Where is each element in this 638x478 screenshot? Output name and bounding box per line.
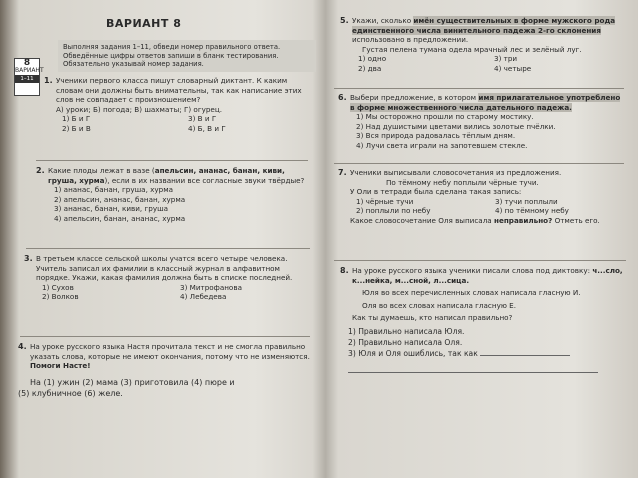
answer-option[interactable]: 1) Сухов: [42, 282, 74, 292]
question-4-number: 4.: [18, 342, 27, 351]
answer-option[interactable]: 1) одно: [358, 54, 387, 64]
answer-option[interactable]: 1) Мы осторожно прошли по старому мостику.: [356, 112, 534, 122]
answer-option[interactable]: 1) чёрные тучи: [356, 196, 414, 206]
question-7-sub: У Оли в тетради была сделана такая запись:: [350, 187, 522, 197]
question-8-ask: Как ты думаешь, кто написал правильно?: [352, 313, 513, 323]
answer-option[interactable]: 1) ананас, банан, груша, хурма: [54, 185, 174, 195]
question-3: [24, 254, 310, 302]
answer-option[interactable]: 2) Правильно написала Оля.: [348, 337, 463, 347]
question-8-text-a: На уроке русского языка ученики писали слова под диктовку:: [352, 266, 593, 275]
question-4-line1: На (1) ужин (2) мама (3) приготовила (4) пюре и: [30, 377, 235, 387]
answer-option[interactable]: 3) три: [494, 54, 518, 64]
answer-option[interactable]: 4) по тёмному небу: [495, 206, 569, 216]
variant-badge-range: 1–11: [15, 75, 39, 83]
divider: [26, 248, 310, 249]
answer-option[interactable]: 4) Б, В и Г: [188, 123, 226, 133]
question-5-text-a: Укажи, сколько: [352, 16, 414, 25]
question-8-p2: Оля во всех словах написала гласную Е.: [362, 300, 517, 310]
answer-option[interactable]: 3) Вся природа радовалась тёплым дням.: [356, 131, 516, 141]
answer-option-text: 3) Юля и Оля ошиблись, так как: [348, 348, 478, 358]
answer-option[interactable]: 2) апельсин, ананас, банан, хурма: [54, 194, 186, 204]
question-2: [36, 166, 308, 224]
answer-option[interactable]: 2) Волков: [42, 292, 79, 302]
variant-badge-number: 8: [23, 58, 31, 68]
variant-badge-label: ВАРИАНТ: [15, 67, 44, 74]
question-3-number: 3.: [24, 254, 33, 263]
variant-badge: [14, 58, 44, 96]
question-7-ask-a: Какое словосочетание Оля выписала: [350, 215, 494, 225]
variant-title: ВАРИАНТ 8: [106, 17, 182, 30]
answer-option[interactable]: 4) Лебедева: [180, 292, 227, 302]
answer-blank-line[interactable]: [480, 355, 570, 356]
divider: [20, 336, 310, 337]
right-page: [326, 0, 632, 478]
answer-option[interactable]: 3) В и Г: [188, 114, 217, 124]
question-8-p1: Юля во всех перечисленных словах написала гласную И.: [362, 288, 581, 298]
question-2-number: 2.: [36, 166, 45, 175]
divider: [334, 163, 624, 164]
answer-option[interactable]: [348, 348, 626, 359]
question-6-text: [350, 93, 624, 112]
question-6-number: 6.: [338, 93, 347, 102]
question-8-text: [352, 266, 626, 285]
answer-option[interactable]: 2) Над душистыми цветами вились золотые пчёлки.: [356, 121, 556, 131]
question-4-help: Помоги Насте!: [30, 361, 91, 371]
question-5-sentence: Густая пелена тумана одела мрачный лес и зелёный луг.: [362, 44, 582, 54]
question-6-text-a: Выбери предложение, в котором: [350, 93, 479, 102]
question-7-ask-c: Отметь его.: [552, 215, 600, 225]
question-2-text-c: ), если в их названии все согласные звуки твёрдые?: [104, 175, 305, 185]
question-4-text-a: На уроке русского языка Настя прочитала текст и не смогла правильно указать слова, которые не имеют окончания, потому что не изменяются.: [30, 342, 310, 361]
question-6: [338, 93, 624, 151]
answer-blank-line[interactable]: [348, 372, 598, 373]
answer-option[interactable]: 4) четыре: [494, 63, 532, 73]
left-page: [6, 0, 318, 478]
question-7-ask-bold: неправильно?: [494, 215, 553, 225]
answer-option[interactable]: 4) Лучи света играли на запотевшем стекле.: [356, 140, 528, 150]
question-4-text: [30, 342, 312, 371]
question-2-text-a: Какие плоды лежат в вазе (: [48, 166, 155, 175]
question-6-highlight: имя прилагательное употреблено в форме множественного числа дательного падежа.: [350, 93, 621, 112]
question-5-text: [352, 16, 622, 45]
question-1-letters: А) уроки; Б) погода; В) шахматы; Г) огурец.: [56, 104, 223, 114]
answer-option[interactable]: 3) ананас, банан, киви, груша: [54, 204, 169, 214]
question-1: [44, 76, 306, 134]
question-5-number: 5.: [340, 16, 349, 25]
question-7-sentence: По тёмному небу поплыли чёрные тучи.: [386, 177, 539, 187]
question-4: [18, 342, 312, 399]
divider: [36, 160, 308, 161]
divider: [334, 260, 626, 261]
divider: [334, 88, 624, 89]
question-7: [338, 168, 626, 226]
question-7-text: Ученики выписывали словосочетания из предложения.: [350, 168, 562, 177]
question-5-highlight: имён существительных в форме мужского рода единственного числа винительного падежа 2-го склонения: [352, 16, 616, 35]
question-1-number: 1.: [44, 76, 53, 85]
question-7-ask: [350, 216, 626, 226]
question-7-number: 7.: [338, 168, 347, 177]
question-8: [340, 266, 626, 376]
question-3-text: В третьем классе сельской школы учатся всего четыре человека. Учитель записал их фамилии в классный журнал в алфавитном порядке. Укажи, какая фамилия должна быть в списке последней.: [36, 254, 293, 283]
answer-option[interactable]: 2) поплыли по небу: [356, 206, 431, 216]
answer-option[interactable]: 1) Б и Г: [62, 114, 91, 124]
question-5-text-c: использовано в предложении.: [352, 35, 469, 45]
answer-option[interactable]: 1) Правильно написала Юля.: [348, 326, 465, 336]
question-2-text: [48, 166, 308, 185]
question-2-fruits: апельсин, ананас, банан, киви, груша, хурма: [48, 166, 285, 185]
question-5: [340, 16, 622, 74]
answer-option[interactable]: 3) тучи поплыли: [495, 196, 558, 206]
question-4-line2: (5) клубничное (6) желе.: [18, 388, 123, 398]
question-1-text: Ученики первого класса пишут словарный диктант. К каким словам они должны быть внимательны, так как написание этих слов не совпадает с произношением?: [56, 76, 302, 105]
question-8-words: ч...сло, к...нейка, м...сной, л...сица.: [352, 266, 623, 285]
answer-option[interactable]: 4) апельсин, банан, ананас, хурма: [54, 213, 186, 223]
answer-option[interactable]: 2) Б и В: [62, 123, 91, 133]
instructions-box: Выполняя задания 1–11, обведи номер правильного ответа. Обведённые цифры ответов запиши в бланк тестирования. Обязательно указывай номер задания.: [58, 40, 316, 72]
answer-option[interactable]: 3) Митрофанова: [180, 282, 242, 292]
answer-option[interactable]: 2) два: [358, 63, 382, 73]
question-8-number: 8.: [340, 266, 349, 275]
